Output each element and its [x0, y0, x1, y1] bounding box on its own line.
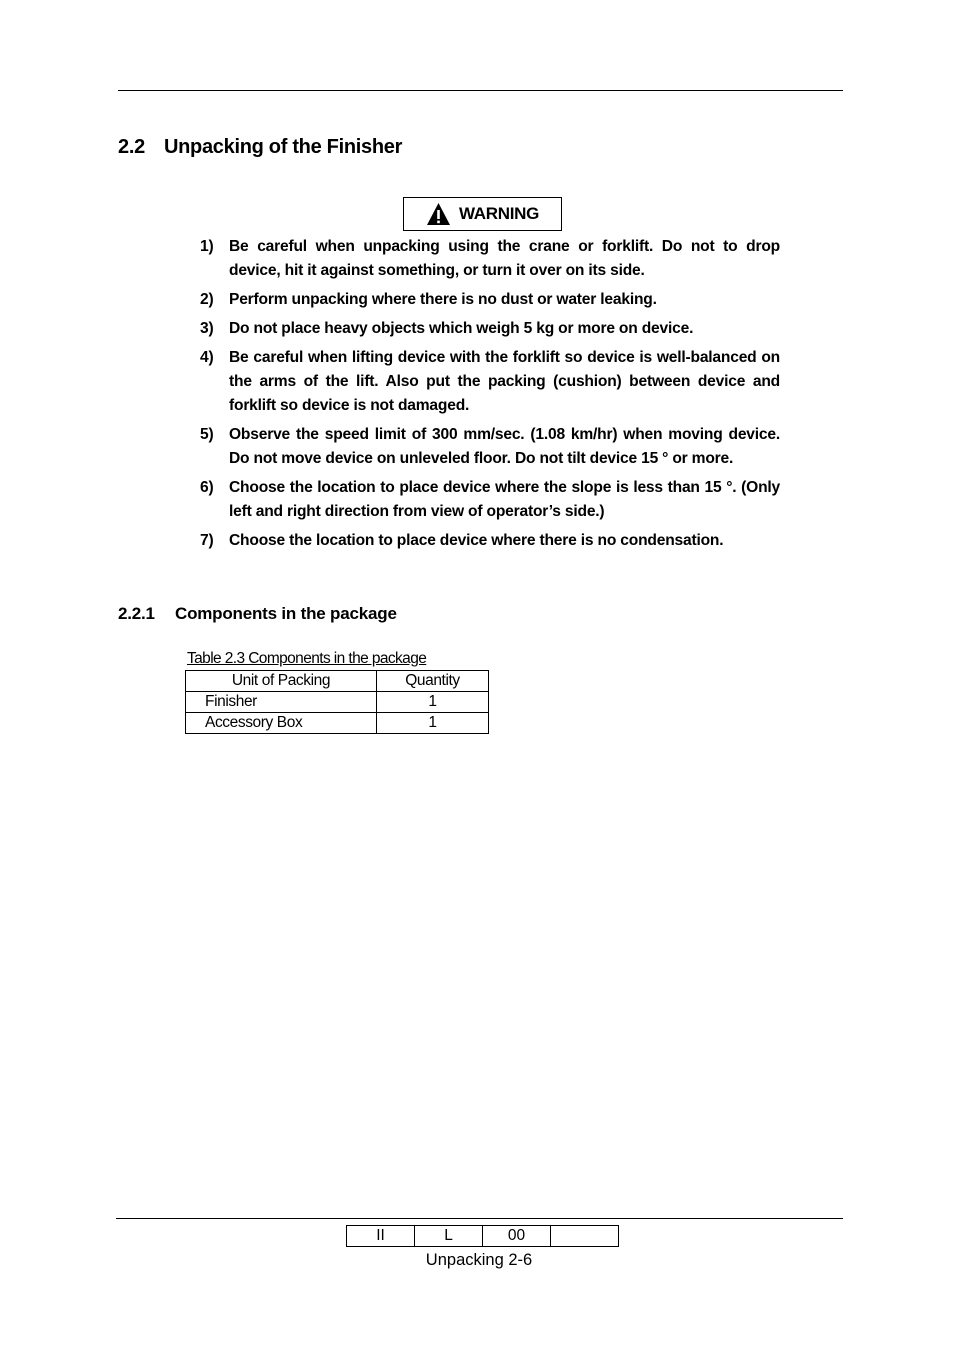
components-table — [185, 670, 489, 734]
revision-cell: II — [347, 1226, 415, 1247]
section-title: Unpacking of the Finisher — [164, 136, 403, 158]
revision-table — [346, 1225, 619, 1247]
list-item-text: Perform unpacking where there is no dust or water leaking. — [229, 291, 657, 308]
table-cell: Accessory Box — [186, 713, 377, 734]
header-rule — [118, 90, 843, 91]
caution-list — [200, 235, 780, 558]
subsection-heading — [118, 604, 397, 624]
list-item-number: 1) — [200, 238, 214, 255]
section-number: 2.2 — [118, 136, 145, 158]
list-item — [200, 288, 780, 312]
warning-triangle-icon — [426, 202, 451, 226]
table-row — [186, 692, 489, 713]
subsection-number: 2.2.1 — [118, 604, 155, 623]
list-item-number: 2) — [200, 291, 214, 308]
list-item-number: 3) — [200, 319, 214, 337]
list-item — [200, 529, 780, 553]
list-item-text: Choose the location to place device where the slope is less than 15 °. (Only left and right direction from view of operator’s side.) — [229, 478, 780, 520]
table-row — [186, 713, 489, 734]
list-item — [200, 423, 780, 471]
list-item — [200, 476, 780, 524]
list-item-text: Be careful when lifting device with the forklift so device is well-balanced on the arms of the lift. Also put the packing (cushion) between device and forklift so device is not damaged. — [229, 348, 780, 414]
page-number: Unpacking 2-6 — [425, 1251, 533, 1269]
list-item-number: 4) — [200, 348, 214, 366]
list-item-text: Do not place heavy objects which weigh 5 kg or more on device. — [229, 319, 694, 337]
table-cell: Finisher — [186, 692, 377, 713]
table-cell: 1 — [377, 713, 489, 734]
revision-row — [347, 1226, 619, 1247]
table-header-row — [186, 671, 489, 692]
list-item-number: 5) — [200, 425, 214, 443]
list-item — [200, 317, 780, 341]
table-caption: Table 2.3 Components in the package — [187, 650, 427, 667]
list-item-text: Choose the location to place device where there is no condensation. — [229, 531, 724, 549]
revision-cell: L — [415, 1226, 483, 1247]
revision-cell: 00 — [483, 1226, 551, 1247]
list-item-text: Observe the speed limit of 300 mm/sec. (1.08 km/hr) when moving device. Do not move device on unleveled floor. Do not tilt device 15 ° or more. — [229, 425, 780, 467]
list-item — [200, 346, 780, 419]
list-item-text: Be careful when unpacking using the crane or forklift. Do not to drop device, hit it against something, or turn it over on its side. — [229, 238, 780, 280]
table-header-cell: Unit of Packing — [186, 671, 377, 692]
table-header-cell: Quantity — [377, 671, 489, 692]
revision-cell — [551, 1226, 619, 1247]
warning-label: WARNING — [458, 204, 540, 223]
table-cell: 1 — [377, 692, 489, 713]
footer-rule — [116, 1218, 843, 1219]
warning-box — [403, 197, 562, 231]
list-item — [200, 235, 780, 283]
list-item-number: 7) — [200, 531, 214, 549]
section-heading — [118, 136, 402, 159]
subsection-title: Components in the package — [175, 604, 397, 623]
list-item-number: 6) — [200, 478, 214, 496]
